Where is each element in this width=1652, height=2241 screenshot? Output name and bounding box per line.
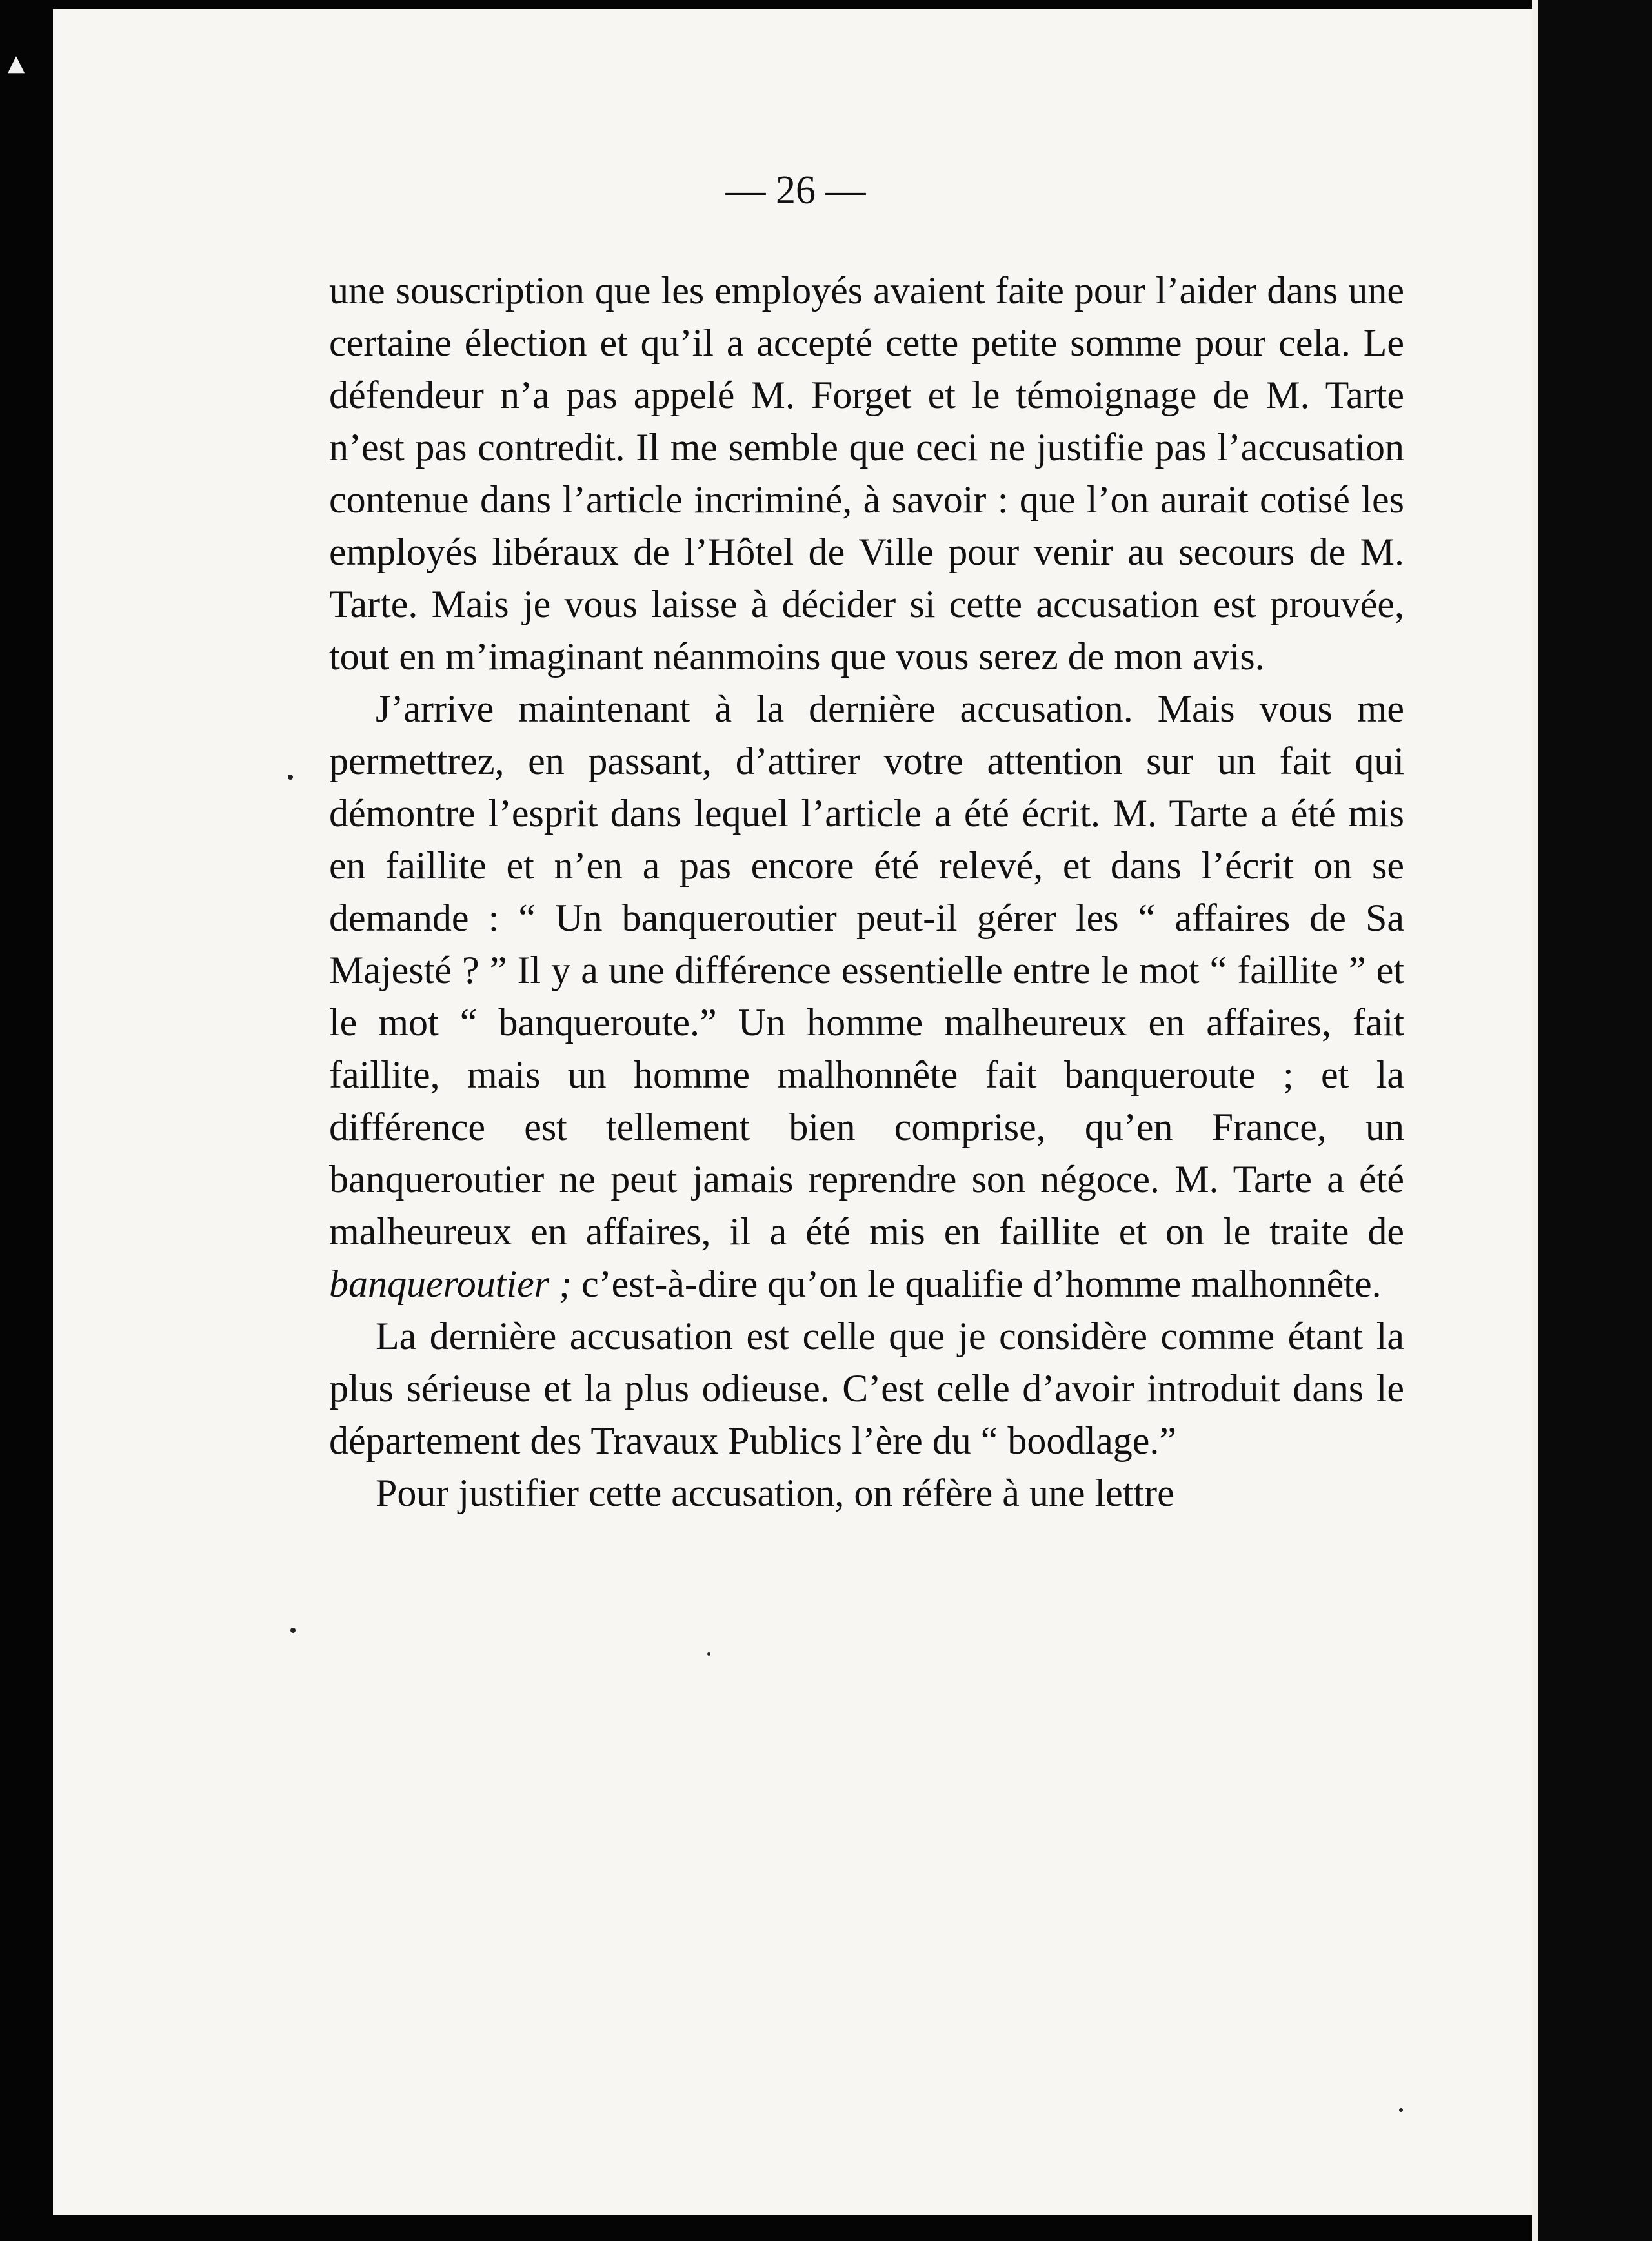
paragraph-1: une souscription que les employés avaient faite pour l’aider dans une certaine élection et qu’il a accepté cette petite somme pour cela. Le défendeur n’a pas appelé M. Forget et le témoignage de M. Tarte n’est pas contredit. Il me semble que ceci ne justifie pas l’accusation contenue dans l’article incriminé, à savoir : que l’on aurait cotisé les employés libéraux de l’Hôtel de Ville pour venir au secours de M. Tarte. Mais je vous laisse à décider si cette accusation est prouvée, tout en m’imaginant néanmoins que vous serez de mon avis. [329, 269, 1404, 678]
paragraph-2-text-end: c’est-à-dire qu’on le qualifie d’homme malhonnête. [572, 1262, 1382, 1305]
scan-gutter [1538, 0, 1652, 2241]
page-number: — 26 — [725, 168, 866, 212]
body-text [329, 265, 1404, 1519]
paragraph-2-text-start: J’arrive maintenant à la dernière accusation. Mais vous me permettrez, en passant, d’attirer votre attention sur un fait qui démontre l’esprit dans lequel l’article a été écrit. M. Tarte a été mis en faillite et n’en a pas encore été relevé, et dans l’écrit on se demande : “ Un banqueroutier peut-il gérer les “ affaires de Sa Majesté ? ” Il y a une différence essentielle entre le mot “ faillite ” et le mot “ banqueroute.” Un homme malheureux en affaires, fait faillite, mais un homme malhonnête fait banqueroute ; et la différence est tellement bien comprise, qu’en France, un banqueroutier ne peut jamais reprendre son négoce. M. Tarte a été malheureux en affaires, il a été mis en faillite et on le traite de [329, 687, 1404, 1253]
document-page [53, 9, 1538, 2215]
scan-speck [288, 775, 293, 780]
scan-speck [290, 1628, 296, 1633]
paragraph-3: La dernière accusation est celle que je considère comme étant la plus sérieuse et la plus odieuse. C’est celle d’avoir introduit dans le département des Travaux Publics l’ère du “ boodlage.” [329, 1315, 1404, 1462]
paragraph-2-italic-term: banqueroutier ; [329, 1262, 572, 1305]
scan-speck [707, 1652, 710, 1656]
scan-corner-mark: ▲ [8, 50, 25, 76]
paragraph-2 [329, 683, 1404, 1310]
paragraph-4: Pour justifier cette accusation, on réfère à une lettre [376, 1472, 1174, 1514]
scan-speck [1399, 2108, 1403, 2112]
